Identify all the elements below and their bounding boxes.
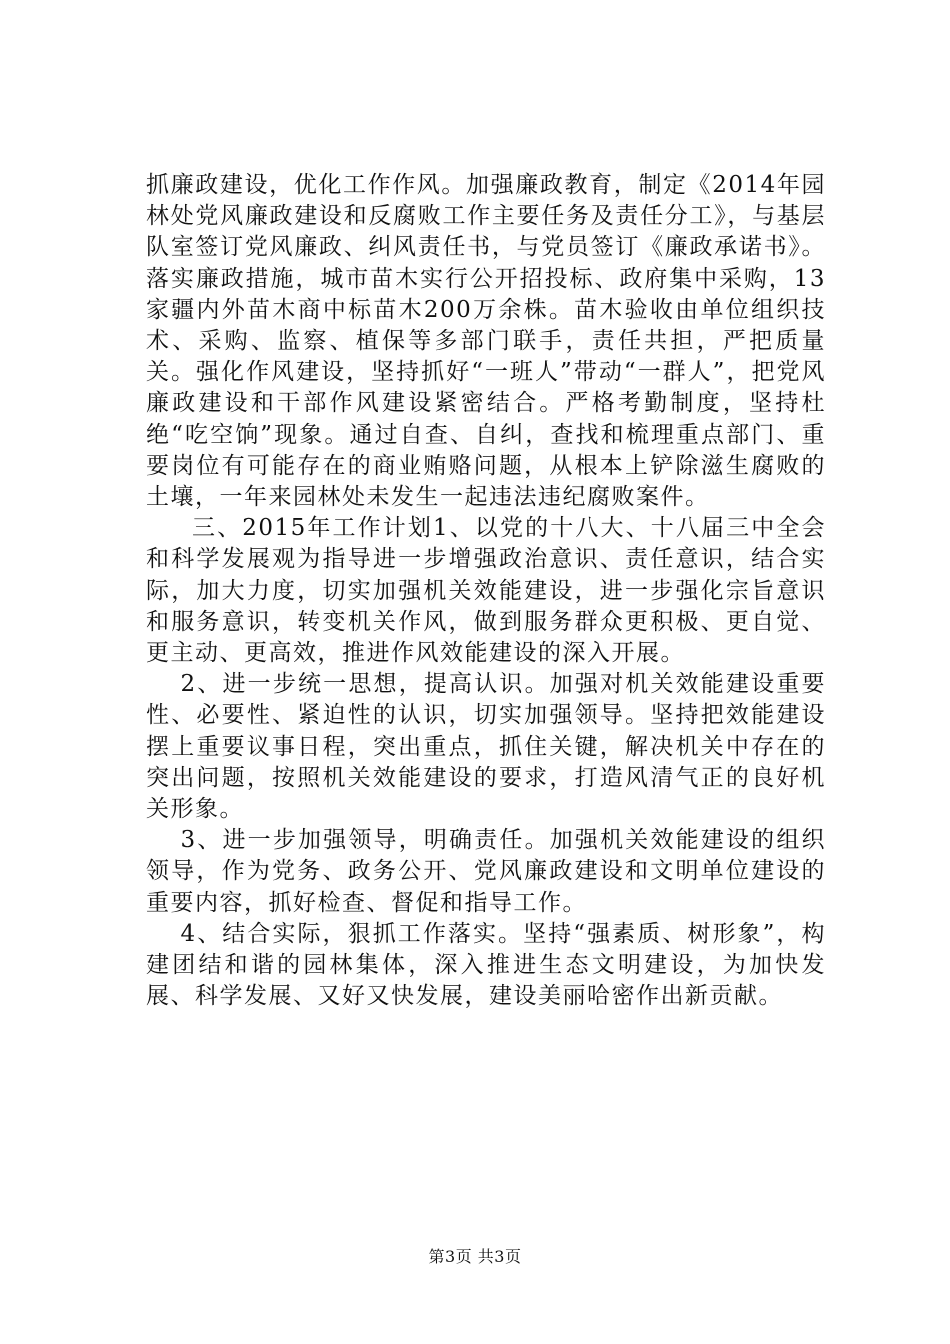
paragraph-unify-thinking: 2、进一步统一思想，提高认识。加强对机关效能建设重要性、必要性、紧迫性的认识，切实加强领导。坚持把效能建设摆上重要议事日程，突出重点，抓住关键，解决机关中存在的突出问题，按照机关效能建设的要求，打造风清气正的良好机关形象。	[146, 671, 826, 823]
paragraph-strengthen-leadership: 3、进一步加强领导，明确责任。加强机关效能建设的组织领导，作为党务、政务公开、党风廉政建设和文明单位建设的重要内容，抓好检查、督促和指导工作。	[146, 827, 826, 916]
paragraph-anti-corruption: 抓廉政建设，优化工作作风。加强廉政教育，制定《2014年园林处党风廉政建设和反腐败工作主要任务及责任分工》，与基层队室签订党风廉政、纠风责任书，与党员签订《廉政承诺书》。落实廉政措施，城市苗木实行公开招投标、政府集中采购，13家疆内外苗木商中标苗木200万余株。苗木验收由单位组织技术、采购、监察、植保等多部门联手，责任共担，严把质量关。强化作风建设，坚持抓好“一班人”带动“一群人”，把党风廉政建设和干部作风建设紧密结合。严格考勤制度，坚持杜绝“吃空饷”现象。通过自查、自纠，查找和梳理重点部门、重要岗位有可能存在的商业贿赂问题，从根本上铲除滋生腐败的土壤，一年来园林处未发生一起违法违纪腐败案件。	[146, 172, 826, 511]
page-number-footer: 第3页 共3页	[428, 1247, 522, 1266]
document-body	[146, 170, 826, 1012]
paragraph-work-plan-2015: 三、2015年工作计划1、以党的十八大、十八届三中全会和科学发展观为指导进一步增强政治意识、责任意识，结合实际，加大力度，切实加强机关效能建设，进一步强化宗旨意识和服务意识，转变机关作风，做到服务群众更积极、更自觉、更主动、更高效，推进作风效能建设的深入开展。	[146, 515, 826, 667]
paragraph-implementation: 4、结合实际，狠抓工作落实。坚持“强素质、树形象”，构建团结和谐的园林集体，深入推进生态文明建设，为加快发展、科学发展、又好又快发展，建设美丽哈密作出新贡献。	[146, 920, 826, 1010]
